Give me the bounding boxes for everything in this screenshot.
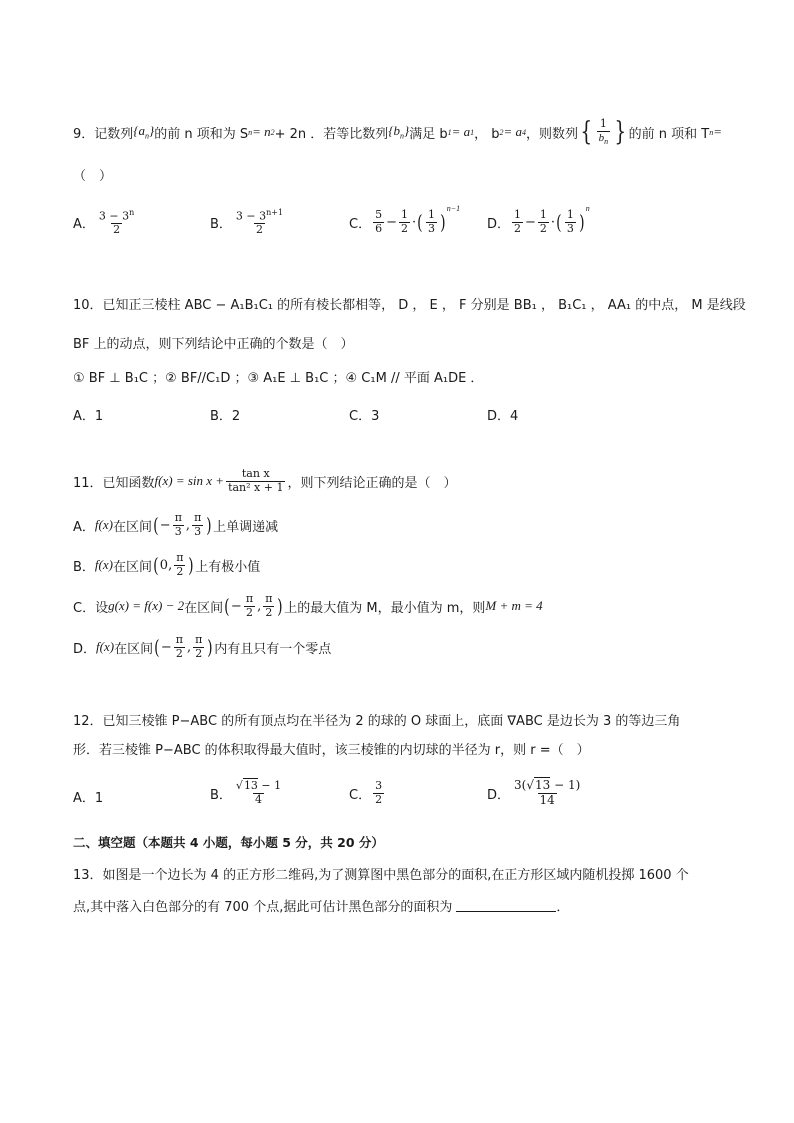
q10-line-3: ① BF ⊥ B₁C ；② BF//C₁D ；③ A₁E ⊥ B₁C ；④ C₁M // 平面 A₁DE ． bbox=[73, 371, 484, 386]
q11-option-b[interactable]: B． f(x) 在区间 ( 0, $\frac{\pi}{2}$ ) 上有极小值 bbox=[73, 550, 261, 578]
q10-option-b[interactable]: B．2 bbox=[210, 409, 241, 424]
q13-line-1: 13．如图是一个边长为 4 的正方形二维码,为了测算图中黑色部分的面积,在正方形区域内随机投掷 1600 个 bbox=[73, 868, 689, 883]
q10-option-a[interactable]: A．1 bbox=[73, 409, 104, 424]
q11-option-a[interactable]: A． f(x) 在区间 ( − $\frac{\pi}{3}$ , $\frac{\pi}{3}$ ) 上单调递减 bbox=[73, 510, 279, 538]
q11-option-c[interactable]: C．设 g(x) = f(x) − 2 在区间 ( − $\frac{\pi}{2}$ , $\frac{\pi}{2}$ ) 上的最大值为 M，最小值为 m，则 M + m = 4 bbox=[73, 591, 543, 619]
q12-option-c[interactable]: C． $\frac{3}{2}$ bbox=[349, 778, 383, 806]
q9-option-c[interactable]: C． $\frac{5}{6}$ − $\frac{1}{2}$ · ( $\frac{1}{3}$ ) $^{n-1}$ bbox=[349, 204, 461, 235]
q12-line-1: 12．已知三棱锥 P−ABC 的所有顶点均在半径为 2 的球的 O 球面上，底面 ∇ABC 是边长为 3 的等边三角 bbox=[73, 714, 681, 729]
q9-option-a[interactable]: A． $\frac{3 - 3^n}{2}$ bbox=[73, 207, 135, 236]
q12-option-a[interactable]: A．1 bbox=[73, 791, 104, 806]
q12-option-b[interactable]: B． $\frac{√13 - 1}{4}$ bbox=[210, 778, 282, 806]
q12-option-d[interactable]: D． $\frac{3(√13 - 1)}{14}$ bbox=[487, 777, 581, 807]
q12-line-2: 形．若三棱锥 P−ABC 的体积取得最大值时，该三棱锥的内切球的半径为 r，则 r =（ ） bbox=[73, 743, 590, 758]
q10-line-2: BF 上的动点，则下列结论中正确的个数是（ ） bbox=[73, 337, 354, 352]
q13-line-2: 点,其中落入白色部分的有 700 个点,据此可估计黑色部分的面积为 ． bbox=[73, 900, 570, 915]
q13-answer-blank[interactable] bbox=[456, 899, 556, 912]
fraction-tan: $\frac{\text{tan x}}{\text{tan² x + 1}}$ bbox=[228, 466, 284, 494]
q11-option-d[interactable]: D． f(x) 在区间 ( − $\frac{\pi}{2}$ , $\frac{\pi}{2}$ ) 内有且只有一个零点 bbox=[73, 632, 332, 660]
q10-option-d[interactable]: D．4 bbox=[487, 409, 519, 424]
q10-option-c[interactable]: C．3 bbox=[349, 409, 380, 424]
q10-line-1: 10．已知正三棱柱 ABC − A₁B₁C₁ 的所有棱长都相等， D ， E ， F 分别是 BB₁ ， B₁C₁ ， AA₁ 的中点， M 是线段 bbox=[73, 298, 746, 313]
q9-answer-paren: （ ） bbox=[73, 168, 113, 184]
q9-stem: 9． 记数列 $\{a_n\}$ 的前 n 项和为 S n = n 2 + 2n ．若等比数列 $\{b_n\}$ 满足 b 1 = a 1 ， b 2 = a 4 ，则数列 { $\frac{1}{b_n}$ } 的前 n 项和 T n = bbox=[73, 116, 723, 147]
q9-option-b[interactable]: B． $\frac{3 - 3^{n+1}}{2}$ bbox=[210, 207, 284, 236]
section-title-fill-in: 二、填空题（本题共 4 小题，每小题 5 分，共 20 分） bbox=[73, 835, 384, 850]
fraction-1-over-bn: $\frac{1}{b_n}$ bbox=[598, 116, 609, 146]
q9-option-d[interactable]: D． $\frac{1}{2}$ − $\frac{1}{2}$ · ( $\frac{1}{3}$ ) $^n$ bbox=[487, 204, 590, 235]
q11-stem: 11．已知函数 f(x) = sin x + $\frac{\text{tan x}}{\text{tan² x + 1}}$ ，则下列结论正确的是（ ） bbox=[73, 466, 457, 494]
